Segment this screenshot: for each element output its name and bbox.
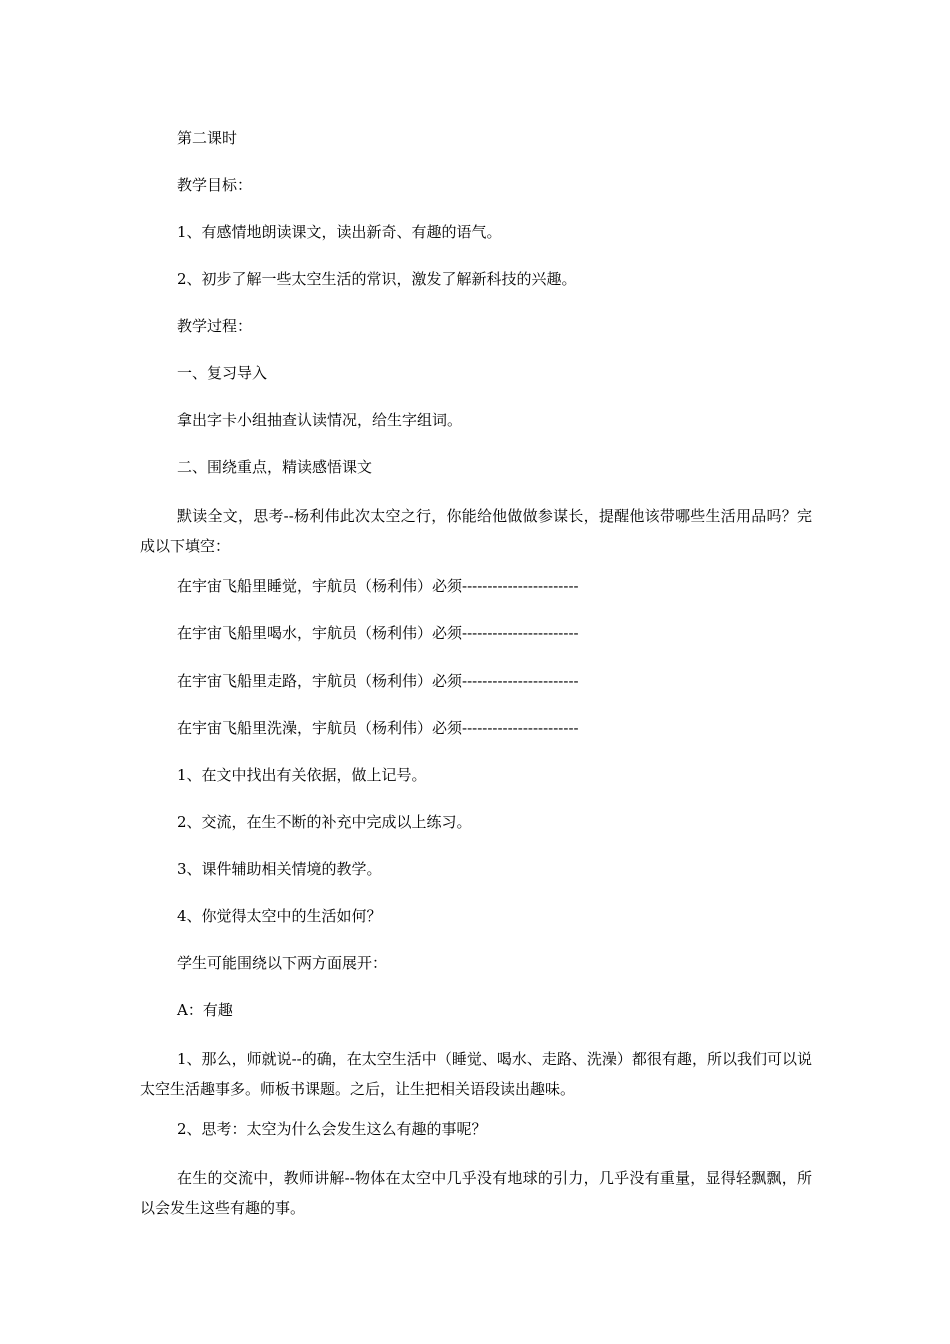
teacher-explanation: 在生的交流中，教师讲解--物体在太空中几乎没有地球的引力，几乎没有重量，显得轻飘飘，所以会发生这些有趣的事。 (140, 1169, 812, 1217)
step-review-text: 拿出字卡小组抽查认读情况，给生字组词。 (177, 411, 463, 429)
fill-blank-walk: 在宇宙飞船里走路，宇航员（杨利伟）必须----------------------- (177, 672, 579, 690)
section-heading-process: 教学过程： (177, 317, 253, 335)
reading-instruction: 默读全文，思考--杨利伟此次太空之行，你能给他做做参谋长，提醒他该带哪些生活用品吗？完成以下填空： (140, 507, 812, 555)
student-discussion-intro: 学生可能围绕以下两方面展开： (177, 954, 388, 972)
fill-blank-drink: 在宇宙飞船里喝水，宇航员（杨利伟）必须----------------------- (177, 624, 579, 642)
task-3: 3、课件辅助相关情境的教学。 (177, 860, 382, 878)
objective-2: 2、初步了解一些太空生活的常识，激发了解新科技的兴趣。 (177, 270, 577, 288)
step-heading-reading: 二、围绕重点，精读感悟课文 (177, 458, 373, 476)
aspect-a-heading: A：有趣 (177, 1001, 233, 1019)
task-4: 4、你觉得太空中的生活如何？ (177, 907, 382, 925)
aspect-a-point-1: 1、那么，师就说--的确，在太空生活中（睡觉、喝水、走路、洗澡）都很有趣，所以我们可以说太空生活趣事多。师板书课题。之后，让生把相关语段读出趣味。 (140, 1050, 812, 1098)
objective-1: 1、有感情地朗读课文，读出新奇、有趣的语气。 (177, 223, 502, 241)
lesson-title: 第二课时 (177, 129, 238, 147)
fill-blank-sleep: 在宇宙飞船里睡觉，宇航员（杨利伟）必须----------------------- (177, 577, 579, 595)
fill-blank-bath: 在宇宙飞船里洗澡，宇航员（杨利伟）必须----------------------- (177, 719, 579, 737)
section-heading-objectives: 教学目标： (177, 176, 253, 194)
aspect-a-point-2: 2、思考：太空为什么会发生这么有趣的事呢？ (177, 1120, 487, 1138)
task-2: 2、交流，在生不断的补充中完成以上练习。 (177, 813, 472, 831)
task-1: 1、在文中找出有关依据，做上记号。 (177, 766, 427, 784)
step-heading-review: 一、复习导入 (177, 364, 268, 382)
